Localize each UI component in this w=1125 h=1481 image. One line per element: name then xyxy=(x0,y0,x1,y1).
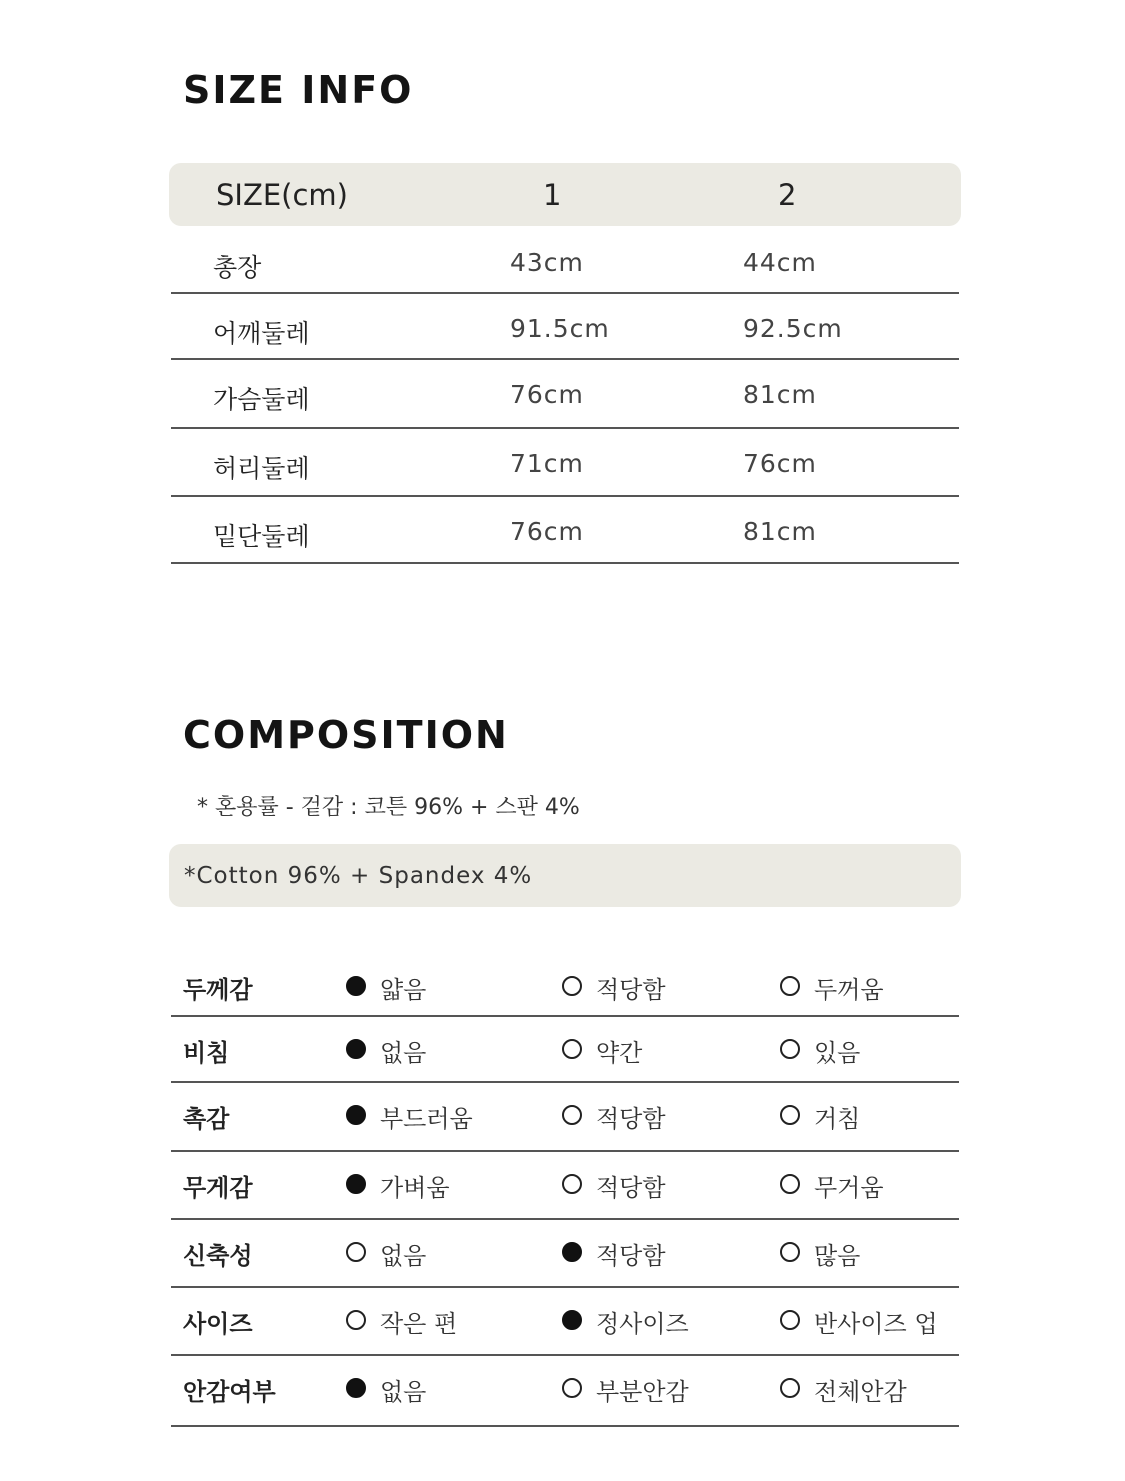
composition-row xyxy=(171,1220,959,1288)
empty-circle-icon xyxy=(780,1242,800,1262)
composition-option-label: 없음 xyxy=(380,1242,427,1270)
composition-option-label: 적당함 xyxy=(596,1174,666,1202)
composition-option-label: 작은 편 xyxy=(380,1310,458,1338)
composition-option-label: 부분안감 xyxy=(596,1378,689,1406)
composition-attribute: 무게감 xyxy=(183,1174,253,1202)
filled-circle-icon xyxy=(346,976,366,996)
size-row xyxy=(171,429,959,497)
composition-box-text: *Cotton 96% + Spandex 4% xyxy=(184,863,533,889)
composition-option-label: 없음 xyxy=(380,1378,427,1406)
composition-option-label: 적당함 xyxy=(596,1105,666,1133)
size-info-title: SIZE INFO xyxy=(183,68,414,112)
size-row-value-2: 81cm xyxy=(743,380,817,409)
empty-circle-icon xyxy=(780,1378,800,1398)
composition-option-label: 정사이즈 xyxy=(596,1310,689,1338)
empty-circle-icon xyxy=(780,976,800,996)
size-row-value-2: 44cm xyxy=(743,248,817,277)
composition-note: * 혼용률 - 겉감 : 코튼 96% + 스판 4% xyxy=(197,795,580,820)
empty-circle-icon xyxy=(562,976,582,996)
size-row xyxy=(171,228,959,294)
empty-circle-icon xyxy=(562,1378,582,1398)
empty-circle-icon xyxy=(780,1310,800,1330)
size-row-value-1: 43cm xyxy=(510,248,584,277)
size-row-value-1: 76cm xyxy=(510,517,584,546)
composition-title: COMPOSITION xyxy=(183,713,509,757)
composition-option-label: 많음 xyxy=(814,1242,861,1270)
composition-option-label: 얇음 xyxy=(380,976,427,1004)
composition-option-label: 두꺼움 xyxy=(814,976,884,1004)
filled-circle-icon xyxy=(346,1174,366,1194)
composition-attribute: 신축성 xyxy=(183,1242,253,1270)
filled-circle-icon xyxy=(562,1310,582,1330)
size-row-value-1: 91.5cm xyxy=(510,314,610,343)
size-row-value-1: 76cm xyxy=(510,380,584,409)
size-row-label: 밑단둘레 xyxy=(213,522,310,551)
composition-option-label: 적당함 xyxy=(596,976,666,1004)
composition-row xyxy=(171,954,959,1017)
composition-row xyxy=(171,1083,959,1152)
empty-circle-icon xyxy=(780,1039,800,1059)
size-row-value-2: 81cm xyxy=(743,517,817,546)
size-row xyxy=(171,294,959,360)
size-header-col-2: 2 xyxy=(778,178,797,212)
composition-option-label: 무거움 xyxy=(814,1174,884,1202)
empty-circle-icon xyxy=(780,1174,800,1194)
filled-circle-icon xyxy=(346,1039,366,1059)
composition-option-label: 적당함 xyxy=(596,1242,666,1270)
size-row-value-1: 71cm xyxy=(510,449,584,478)
filled-circle-icon xyxy=(346,1378,366,1398)
composition-option-label: 가벼움 xyxy=(380,1174,450,1202)
size-header-col-1: 1 xyxy=(543,178,562,212)
composition-option-label: 부드러움 xyxy=(380,1105,473,1133)
composition-option-label: 약간 xyxy=(596,1039,643,1067)
composition-row xyxy=(171,1288,959,1356)
composition-attribute: 안감여부 xyxy=(183,1378,276,1406)
composition-attribute: 촉감 xyxy=(183,1105,230,1133)
composition-attribute: 비침 xyxy=(183,1039,230,1067)
composition-option-label: 없음 xyxy=(380,1039,427,1067)
size-row-label: 어깨둘레 xyxy=(213,319,310,348)
empty-circle-icon xyxy=(562,1174,582,1194)
size-row-label: 총장 xyxy=(213,253,262,282)
size-row-value-2: 76cm xyxy=(743,449,817,478)
composition-option-label: 거침 xyxy=(814,1105,861,1133)
composition-option-label: 전체안감 xyxy=(814,1378,907,1406)
filled-circle-icon xyxy=(562,1242,582,1262)
size-row-label: 가슴둘레 xyxy=(213,385,310,414)
size-row xyxy=(171,497,959,564)
empty-circle-icon xyxy=(346,1242,366,1262)
composition-attribute: 두께감 xyxy=(183,976,253,1004)
empty-circle-icon xyxy=(562,1039,582,1059)
empty-circle-icon xyxy=(562,1105,582,1125)
size-row-value-2: 92.5cm xyxy=(743,314,843,343)
composition-option-label: 있음 xyxy=(814,1039,861,1067)
composition-row xyxy=(171,1017,959,1083)
empty-circle-icon xyxy=(346,1310,366,1330)
composition-option-label: 반사이즈 업 xyxy=(814,1310,938,1338)
filled-circle-icon xyxy=(346,1105,366,1125)
composition-attribute: 사이즈 xyxy=(183,1310,253,1338)
composition-row xyxy=(171,1356,959,1427)
composition-row xyxy=(171,1152,959,1220)
size-table-header xyxy=(169,163,961,226)
composition-box xyxy=(169,844,961,907)
size-header-label: SIZE(cm) xyxy=(216,178,348,212)
size-row xyxy=(171,360,959,429)
size-row-label: 허리둘레 xyxy=(213,454,310,483)
empty-circle-icon xyxy=(780,1105,800,1125)
